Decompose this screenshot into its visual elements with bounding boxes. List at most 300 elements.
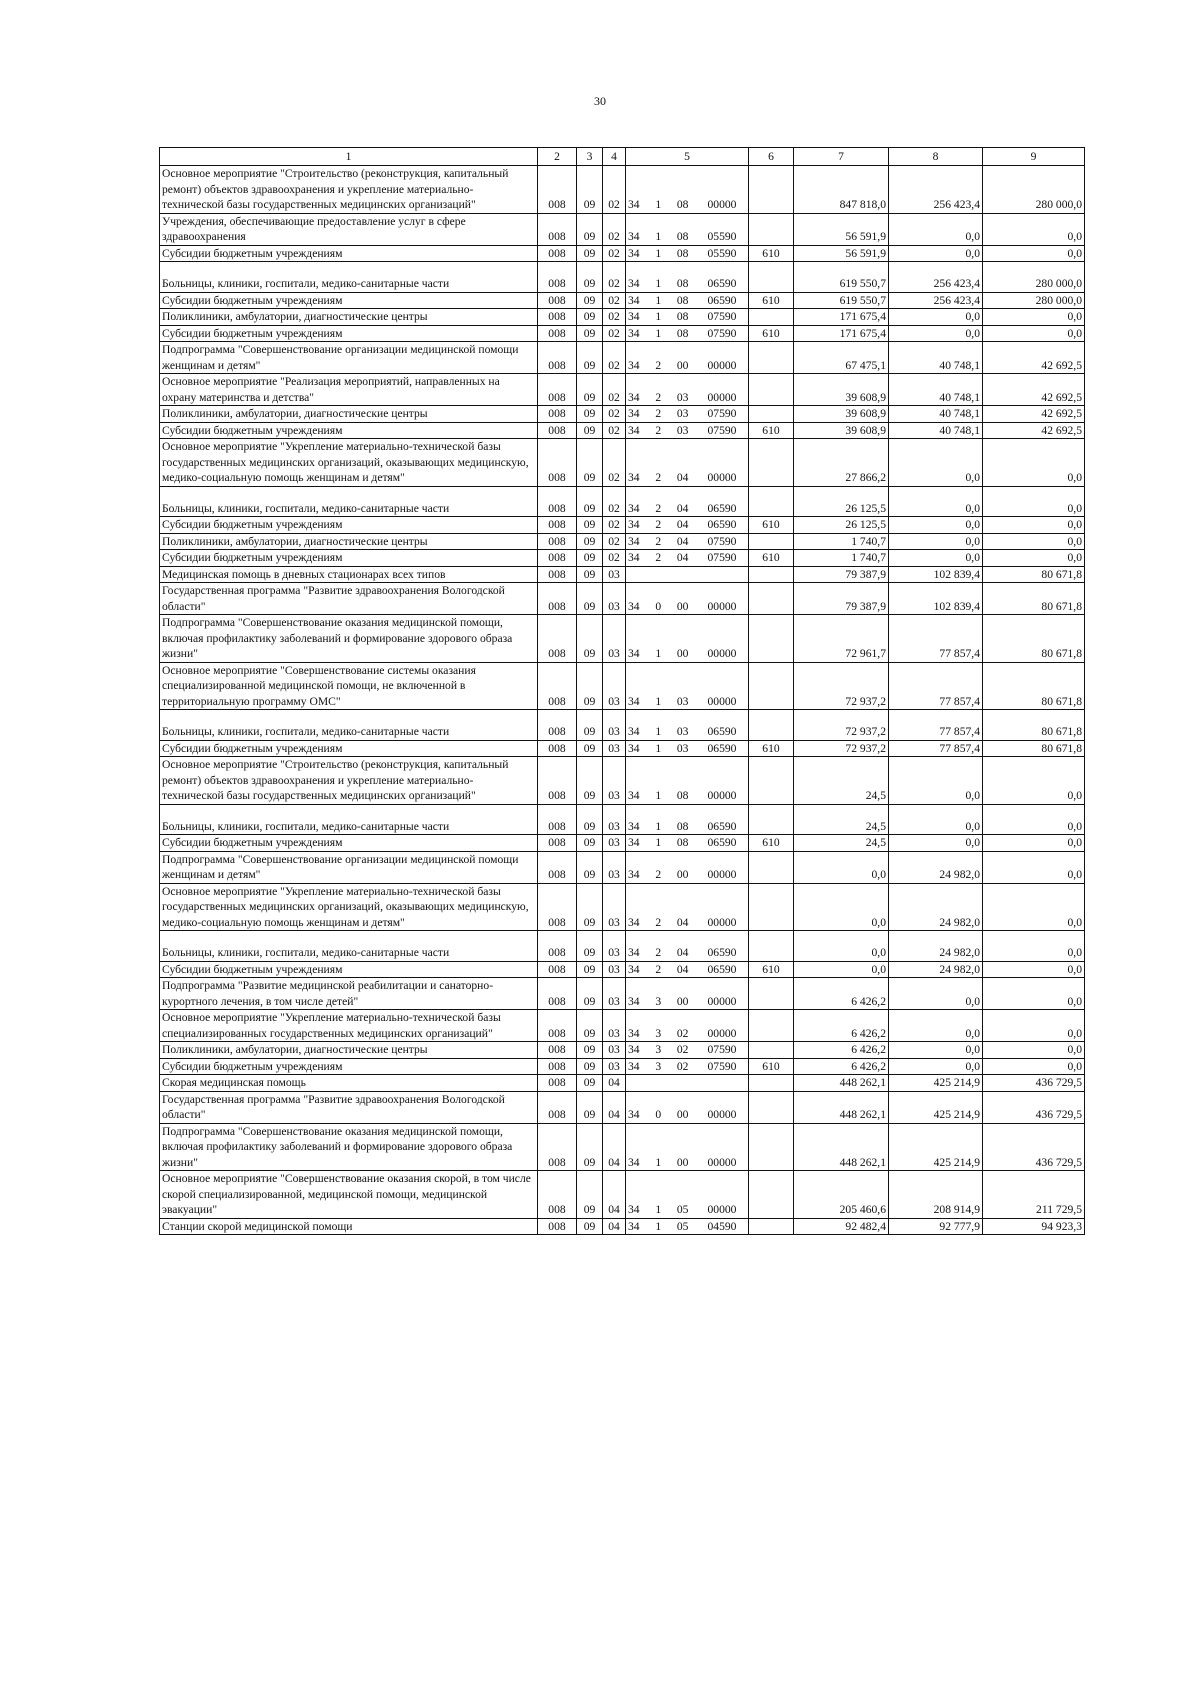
amount-col7-cell: 1 740,7 bbox=[794, 533, 889, 550]
target-article-part: 34 bbox=[628, 423, 640, 437]
target-article-part: 0 bbox=[655, 599, 662, 613]
amount-col8-cell: 24 982,0 bbox=[889, 931, 983, 962]
target-article-code bbox=[628, 945, 746, 961]
row-name: Поликлиники, амбулатории, диагностические центры bbox=[162, 310, 428, 323]
target-article-part: 1 bbox=[655, 1203, 662, 1216]
row-name-cell bbox=[160, 533, 538, 550]
amount-col7-cell: 56 591,9 bbox=[794, 245, 889, 262]
admin-code-cell: 008 bbox=[538, 166, 577, 214]
expense-type-cell bbox=[749, 757, 794, 805]
row-name-cell bbox=[160, 835, 538, 852]
target-article-part: 1 bbox=[655, 789, 662, 802]
target-article-part: 03 bbox=[676, 407, 689, 420]
expense-type-cell: 610 bbox=[749, 740, 794, 757]
budget-table bbox=[159, 147, 1085, 1235]
table-row bbox=[160, 961, 1085, 978]
target-article-part: 06590 bbox=[707, 819, 737, 833]
target-article-code bbox=[628, 470, 746, 486]
row-name-cell bbox=[160, 550, 538, 567]
target-article-part: 00000 bbox=[707, 358, 737, 372]
target-article-part: 34 bbox=[628, 310, 640, 323]
row-name-cell bbox=[160, 978, 538, 1010]
section-code-cell: 09 bbox=[577, 583, 603, 615]
target-article-cell bbox=[626, 533, 749, 550]
section-code-cell: 09 bbox=[577, 166, 603, 214]
amount-col7-cell: 448 262,1 bbox=[794, 1091, 889, 1123]
expense-type-cell bbox=[749, 1010, 794, 1042]
amount-col9-cell: 280 000,0 bbox=[983, 262, 1085, 293]
amount-col7-cell: 92 482,4 bbox=[794, 1218, 889, 1235]
admin-code-cell: 008 bbox=[538, 422, 577, 439]
target-article-code bbox=[628, 741, 746, 757]
amount-col8-cell: 425 214,9 bbox=[889, 1075, 983, 1092]
amount-col9-cell: 0,0 bbox=[983, 486, 1085, 517]
row-name: Основное мероприятие "Укрепление материально-технической базы государственных медицинских организаций, оказывающих медицинскую, медико-социальную помощь женщинам и детям" bbox=[162, 440, 529, 484]
target-article-part: 34 bbox=[628, 915, 640, 929]
expense-type-cell: 610 bbox=[749, 325, 794, 342]
amount-col7-cell: 0,0 bbox=[794, 883, 889, 931]
target-article-code bbox=[628, 293, 746, 309]
target-article-code bbox=[628, 1042, 746, 1058]
target-article-code bbox=[628, 867, 746, 883]
amount-col9-cell: 0,0 bbox=[983, 309, 1085, 326]
amount-col7-cell: 205 460,6 bbox=[794, 1171, 889, 1219]
target-article-part: 04 bbox=[676, 915, 689, 929]
amount-col7-cell: 6 426,2 bbox=[794, 1058, 889, 1075]
amount-col8-cell: 0,0 bbox=[889, 309, 983, 326]
admin-code-cell: 008 bbox=[538, 1218, 577, 1235]
target-article-part: 03 bbox=[676, 725, 689, 738]
subsection-code-cell: 03 bbox=[603, 1058, 626, 1075]
target-article-part: 34 bbox=[628, 994, 640, 1008]
subsection-code-cell: 02 bbox=[603, 406, 626, 423]
row-name-cell bbox=[160, 961, 538, 978]
target-article-part: 07590 bbox=[707, 407, 737, 420]
admin-code-cell: 008 bbox=[538, 245, 577, 262]
target-article-code bbox=[628, 1026, 746, 1042]
table-row bbox=[160, 710, 1085, 741]
target-article-part: 34 bbox=[628, 1155, 640, 1169]
col-header-6: 6 bbox=[749, 148, 794, 166]
amount-col7-cell: 171 675,4 bbox=[794, 309, 889, 326]
target-article-part: 04 bbox=[676, 551, 689, 564]
target-article-part: 07590 bbox=[707, 423, 737, 437]
target-article-cell bbox=[626, 804, 749, 835]
amount-col7-cell: 79 387,9 bbox=[794, 583, 889, 615]
target-article-part: 08 bbox=[676, 310, 689, 323]
target-article-part: 08 bbox=[676, 246, 689, 260]
amount-col8-cell: 425 214,9 bbox=[889, 1123, 983, 1171]
target-article-part: 1 bbox=[655, 725, 662, 738]
admin-code-cell: 008 bbox=[538, 740, 577, 757]
amount-col7-cell: 6 426,2 bbox=[794, 1010, 889, 1042]
target-article-cell bbox=[626, 883, 749, 931]
table-body bbox=[160, 166, 1085, 1235]
target-article-part: 34 bbox=[628, 819, 640, 833]
target-article-part: 00000 bbox=[707, 1108, 737, 1121]
target-article-part: 34 bbox=[628, 1043, 640, 1056]
row-name: Поликлиники, амбулатории, диагностические центры bbox=[162, 1043, 428, 1056]
amount-col7-cell: 0,0 bbox=[794, 961, 889, 978]
target-article-code bbox=[628, 1202, 746, 1218]
amount-col9-cell: 436 729,5 bbox=[983, 1091, 1085, 1123]
admin-code-cell: 008 bbox=[538, 583, 577, 615]
target-article-part: 34 bbox=[628, 647, 640, 660]
row-name: Субсидии бюджетным учреждениям bbox=[162, 836, 343, 849]
row-name: Государственная программа "Развитие здравоохранения Вологодской области" bbox=[162, 584, 505, 613]
target-article-part: 1 bbox=[655, 1219, 662, 1233]
expense-type-cell bbox=[749, 1042, 794, 1059]
admin-code-cell: 008 bbox=[538, 262, 577, 293]
target-article-part: 07590 bbox=[707, 326, 737, 340]
target-article-part: 00000 bbox=[707, 1203, 737, 1216]
row-name: Основное мероприятие "Укрепление материально-технической базы государственных медицинских организаций, оказывающих медицинскую, медико-социальную помощь женщинам и детям" bbox=[162, 884, 529, 929]
amount-col9-cell: 436 729,5 bbox=[983, 1123, 1085, 1171]
subsection-code-cell: 04 bbox=[603, 1218, 626, 1235]
amount-col7-cell: 79 387,9 bbox=[794, 566, 889, 583]
amount-col7-cell: 67 475,1 bbox=[794, 342, 889, 374]
section-code-cell: 09 bbox=[577, 245, 603, 262]
amount-col9-cell: 42 692,5 bbox=[983, 342, 1085, 374]
section-code-cell: 09 bbox=[577, 710, 603, 741]
amount-col9-cell: 0,0 bbox=[983, 550, 1085, 567]
amount-col9-cell: 42 692,5 bbox=[983, 374, 1085, 406]
target-article-part: 34 bbox=[628, 1219, 640, 1233]
target-article-part: 06590 bbox=[707, 836, 737, 849]
row-name-cell bbox=[160, 931, 538, 962]
subsection-code-cell: 02 bbox=[603, 292, 626, 309]
table-row bbox=[160, 325, 1085, 342]
admin-code-cell: 008 bbox=[538, 325, 577, 342]
row-spacer bbox=[162, 262, 535, 276]
admin-code-cell: 008 bbox=[538, 804, 577, 835]
row-name: Учреждения, обеспечивающие предоставление услуг в сфере здравоохранения bbox=[162, 214, 466, 243]
target-article-part: 34 bbox=[628, 551, 640, 564]
target-article-part: 00000 bbox=[707, 198, 737, 211]
row-name-cell bbox=[160, 439, 538, 487]
table-row bbox=[160, 851, 1085, 883]
amount-col8-cell: 40 748,1 bbox=[889, 422, 983, 439]
row-name-cell bbox=[160, 1091, 538, 1123]
target-article-part: 05590 bbox=[707, 246, 737, 260]
subsection-code-cell: 02 bbox=[603, 439, 626, 487]
target-article-cell bbox=[626, 262, 749, 293]
amount-col9-cell: 80 671,8 bbox=[983, 566, 1085, 583]
target-article-part: 2 bbox=[655, 423, 662, 437]
amount-col8-cell: 0,0 bbox=[889, 550, 983, 567]
target-article-part: 02 bbox=[676, 1043, 689, 1056]
subsection-code-cell: 03 bbox=[603, 961, 626, 978]
target-article-code bbox=[628, 229, 746, 245]
row-name: Субсидии бюджетным учреждениям bbox=[162, 551, 343, 564]
expense-type-cell bbox=[749, 883, 794, 931]
target-article-part: 07590 bbox=[707, 310, 737, 323]
target-article-part: 00000 bbox=[707, 789, 737, 802]
section-code-cell: 09 bbox=[577, 550, 603, 567]
target-article-part: 1 bbox=[655, 741, 662, 755]
amount-col8-cell: 0,0 bbox=[889, 1042, 983, 1059]
row-name: Подпрограмма "Совершенствование оказания медицинской помощи, включая профилактику заболеваний и формирование здорового образа жизни" bbox=[162, 1124, 513, 1169]
target-article-part: 34 bbox=[628, 518, 640, 531]
table-row bbox=[160, 486, 1085, 517]
amount-col7-cell: 619 550,7 bbox=[794, 262, 889, 293]
target-article-part: 06590 bbox=[707, 962, 737, 976]
target-article-part: 08 bbox=[676, 819, 689, 833]
row-name-cell bbox=[160, 710, 538, 741]
amount-col9-cell: 80 671,8 bbox=[983, 740, 1085, 757]
col-header-2: 2 bbox=[538, 148, 577, 166]
target-article-part: 0 bbox=[655, 1108, 662, 1121]
row-name-cell bbox=[160, 517, 538, 534]
target-article-part: 1 bbox=[655, 836, 662, 849]
target-article-part: 2 bbox=[655, 915, 662, 929]
admin-code-cell: 008 bbox=[538, 961, 577, 978]
admin-code-cell: 008 bbox=[538, 1042, 577, 1059]
admin-code-cell: 008 bbox=[538, 710, 577, 741]
admin-code-cell: 008 bbox=[538, 342, 577, 374]
section-code-cell: 09 bbox=[577, 533, 603, 550]
target-article-part: 34 bbox=[628, 1203, 640, 1216]
amount-col9-cell: 0,0 bbox=[983, 757, 1085, 805]
row-name: Субсидии бюджетным учреждениям bbox=[162, 246, 343, 260]
target-article-part: 3 bbox=[655, 1043, 662, 1056]
amount-col8-cell: 0,0 bbox=[889, 757, 983, 805]
amount-col7-cell: 448 262,1 bbox=[794, 1123, 889, 1171]
amount-col8-cell: 77 857,4 bbox=[889, 615, 983, 663]
subsection-code-cell: 03 bbox=[603, 710, 626, 741]
subsection-code-cell: 02 bbox=[603, 342, 626, 374]
amount-col7-cell: 448 262,1 bbox=[794, 1075, 889, 1092]
target-article-part: 00 bbox=[676, 647, 689, 660]
col-header-8: 8 bbox=[889, 148, 983, 166]
amount-col9-cell: 42 692,5 bbox=[983, 406, 1085, 423]
target-article-code bbox=[628, 1107, 746, 1123]
expense-type-cell bbox=[749, 615, 794, 663]
target-article-part: 2 bbox=[655, 868, 662, 881]
amount-col7-cell: 39 608,9 bbox=[794, 406, 889, 423]
target-article-part: 03 bbox=[676, 390, 689, 404]
admin-code-cell: 008 bbox=[538, 486, 577, 517]
row-name: Медицинская помощь в дневных стационарах всех типов bbox=[162, 567, 446, 581]
subsection-code-cell: 03 bbox=[603, 740, 626, 757]
target-article-part: 06590 bbox=[707, 518, 737, 531]
amount-col8-cell: 24 982,0 bbox=[889, 961, 983, 978]
amount-col7-cell: 24,5 bbox=[794, 835, 889, 852]
table-row bbox=[160, 566, 1085, 583]
row-name-cell bbox=[160, 166, 538, 214]
amount-col8-cell: 77 857,4 bbox=[889, 740, 983, 757]
row-name: Субсидии бюджетным учреждениям bbox=[162, 962, 343, 976]
amount-col7-cell: 26 125,5 bbox=[794, 486, 889, 517]
subsection-code-cell: 02 bbox=[603, 486, 626, 517]
row-name: Субсидии бюджетным учреждениям bbox=[162, 741, 343, 755]
col-header-3: 3 bbox=[577, 148, 603, 166]
target-article-part: 1 bbox=[655, 310, 662, 323]
row-name: Подпрограмма "Совершенствование организации медицинской помощи женщинам и детям" bbox=[162, 852, 519, 881]
admin-code-cell: 008 bbox=[538, 517, 577, 534]
row-name: Основное мероприятие "Укрепление материально-технической базы специализированных государственных медицинских организаций" bbox=[162, 1011, 501, 1040]
row-name-cell bbox=[160, 1218, 538, 1235]
amount-col8-cell: 0,0 bbox=[889, 486, 983, 517]
amount-col7-cell: 39 608,9 bbox=[794, 374, 889, 406]
amount-col7-cell: 6 426,2 bbox=[794, 1042, 889, 1059]
target-article-code bbox=[628, 423, 746, 439]
expense-type-cell bbox=[749, 262, 794, 293]
target-article-part: 1 bbox=[655, 694, 662, 708]
target-article-code bbox=[628, 276, 746, 292]
target-article-part: 00 bbox=[676, 1108, 689, 1121]
table-row bbox=[160, 1042, 1085, 1059]
target-article-part: 00000 bbox=[707, 994, 737, 1008]
target-article-cell bbox=[626, 166, 749, 214]
section-code-cell: 09 bbox=[577, 1010, 603, 1042]
target-article-part: 34 bbox=[628, 390, 640, 404]
expense-type-cell bbox=[749, 804, 794, 835]
target-article-part: 04 bbox=[676, 471, 689, 484]
row-name-cell bbox=[160, 292, 538, 309]
target-article-part: 34 bbox=[628, 501, 640, 515]
target-article-part: 34 bbox=[628, 198, 640, 211]
amount-col8-cell: 0,0 bbox=[889, 978, 983, 1010]
section-code-cell: 09 bbox=[577, 851, 603, 883]
target-article-part: 1 bbox=[655, 647, 662, 660]
amount-col8-cell: 0,0 bbox=[889, 245, 983, 262]
subsection-code-cell: 02 bbox=[603, 325, 626, 342]
expense-type-cell bbox=[749, 566, 794, 583]
row-name-cell bbox=[160, 851, 538, 883]
row-name-cell bbox=[160, 422, 538, 439]
row-name: Подпрограмма "Совершенствование оказания медицинской помощи, включая профилактику заболеваний и формирование здорового образа жизни" bbox=[162, 616, 513, 660]
subsection-code-cell: 02 bbox=[603, 533, 626, 550]
target-article-part: 34 bbox=[628, 1059, 640, 1073]
target-article-cell bbox=[626, 710, 749, 741]
amount-col7-cell: 1 740,7 bbox=[794, 550, 889, 567]
col-header-4: 4 bbox=[603, 148, 626, 166]
section-code-cell: 09 bbox=[577, 422, 603, 439]
row-name-cell bbox=[160, 213, 538, 245]
table-row bbox=[160, 931, 1085, 962]
target-article-part: 1 bbox=[655, 246, 662, 260]
target-article-part: 00000 bbox=[707, 390, 737, 404]
target-article-code bbox=[628, 309, 746, 325]
admin-code-cell: 008 bbox=[538, 931, 577, 962]
amount-col9-cell: 0,0 bbox=[983, 1058, 1085, 1075]
amount-col8-cell: 0,0 bbox=[889, 517, 983, 534]
subsection-code-cell: 02 bbox=[603, 374, 626, 406]
target-article-part: 00000 bbox=[707, 915, 737, 929]
expense-type-cell bbox=[749, 309, 794, 326]
expense-type-cell bbox=[749, 710, 794, 741]
subsection-code-cell: 03 bbox=[603, 931, 626, 962]
amount-col8-cell: 0,0 bbox=[889, 835, 983, 852]
expense-type-cell bbox=[749, 213, 794, 245]
target-article-code bbox=[628, 1219, 746, 1235]
target-article-part: 34 bbox=[628, 725, 640, 738]
amount-col7-cell: 0,0 bbox=[794, 931, 889, 962]
admin-code-cell: 008 bbox=[538, 1123, 577, 1171]
table-row bbox=[160, 406, 1085, 423]
admin-code-cell: 008 bbox=[538, 406, 577, 423]
subsection-code-cell: 03 bbox=[603, 583, 626, 615]
row-name-cell bbox=[160, 325, 538, 342]
target-article-code bbox=[628, 599, 746, 615]
target-article-part: 00000 bbox=[707, 647, 737, 660]
target-article-part: 06590 bbox=[707, 277, 737, 290]
target-article-part: 04 bbox=[676, 946, 689, 959]
amount-col7-cell: 39 608,9 bbox=[794, 422, 889, 439]
amount-col7-cell: 72 961,7 bbox=[794, 615, 889, 663]
target-article-code bbox=[628, 534, 746, 550]
target-article-part: 2 bbox=[655, 407, 662, 420]
section-code-cell: 09 bbox=[577, 835, 603, 852]
row-name: Больницы, клиники, госпитали, медико-санитарные части bbox=[162, 725, 450, 738]
row-spacer bbox=[162, 710, 535, 724]
target-article-part: 1 bbox=[655, 198, 662, 211]
expense-type-cell: 610 bbox=[749, 835, 794, 852]
table-row bbox=[160, 550, 1085, 567]
amount-col9-cell: 80 671,8 bbox=[983, 615, 1085, 663]
target-article-part: 00 bbox=[676, 358, 689, 372]
subsection-code-cell: 02 bbox=[603, 166, 626, 214]
row-name: Больницы, клиники, госпитали, медико-санитарные части bbox=[162, 819, 450, 833]
expense-type-cell bbox=[749, 406, 794, 423]
section-code-cell: 09 bbox=[577, 1123, 603, 1171]
section-code-cell: 09 bbox=[577, 757, 603, 805]
amount-col7-cell: 847 818,0 bbox=[794, 166, 889, 214]
section-code-cell: 09 bbox=[577, 931, 603, 962]
row-name: Субсидии бюджетным учреждениям bbox=[162, 326, 343, 340]
table-row bbox=[160, 835, 1085, 852]
row-name-cell bbox=[160, 342, 538, 374]
target-article-cell bbox=[626, 406, 749, 423]
row-name: Подпрограмма "Совершенствование организации медицинской помощи женщинам и детям" bbox=[162, 343, 519, 372]
target-article-code bbox=[628, 646, 746, 662]
target-article-code bbox=[628, 1155, 746, 1171]
amount-col8-cell: 208 914,9 bbox=[889, 1171, 983, 1219]
subsection-code-cell: 02 bbox=[603, 262, 626, 293]
target-article-part: 3 bbox=[655, 1059, 662, 1073]
target-article-part: 1 bbox=[655, 326, 662, 340]
expense-type-cell bbox=[749, 931, 794, 962]
target-article-part: 05 bbox=[676, 1219, 689, 1233]
table-row bbox=[160, 213, 1085, 245]
target-article-part: 2 bbox=[655, 551, 662, 564]
target-article-code bbox=[628, 835, 746, 851]
target-article-cell bbox=[626, 1171, 749, 1219]
row-name: Станции скорой медицинской помощи bbox=[162, 1219, 353, 1233]
row-name-cell bbox=[160, 374, 538, 406]
amount-col8-cell: 77 857,4 bbox=[889, 710, 983, 741]
row-name-cell bbox=[160, 740, 538, 757]
amount-col7-cell: 0,0 bbox=[794, 851, 889, 883]
target-article-cell bbox=[626, 835, 749, 852]
target-article-cell bbox=[626, 583, 749, 615]
row-name-cell bbox=[160, 662, 538, 710]
amount-col8-cell: 0,0 bbox=[889, 1058, 983, 1075]
target-article-part: 34 bbox=[628, 599, 640, 613]
section-code-cell: 09 bbox=[577, 406, 603, 423]
amount-col7-cell: 619 550,7 bbox=[794, 292, 889, 309]
section-code-cell: 09 bbox=[577, 883, 603, 931]
row-name: Субсидии бюджетным учреждениям bbox=[162, 423, 343, 437]
subsection-code-cell: 03 bbox=[603, 615, 626, 663]
amount-col8-cell: 0,0 bbox=[889, 1010, 983, 1042]
target-article-part: 08 bbox=[676, 326, 689, 340]
section-code-cell: 09 bbox=[577, 325, 603, 342]
target-article-cell bbox=[626, 961, 749, 978]
target-article-part: 00000 bbox=[707, 1026, 737, 1040]
target-article-part: 2 bbox=[655, 962, 662, 976]
